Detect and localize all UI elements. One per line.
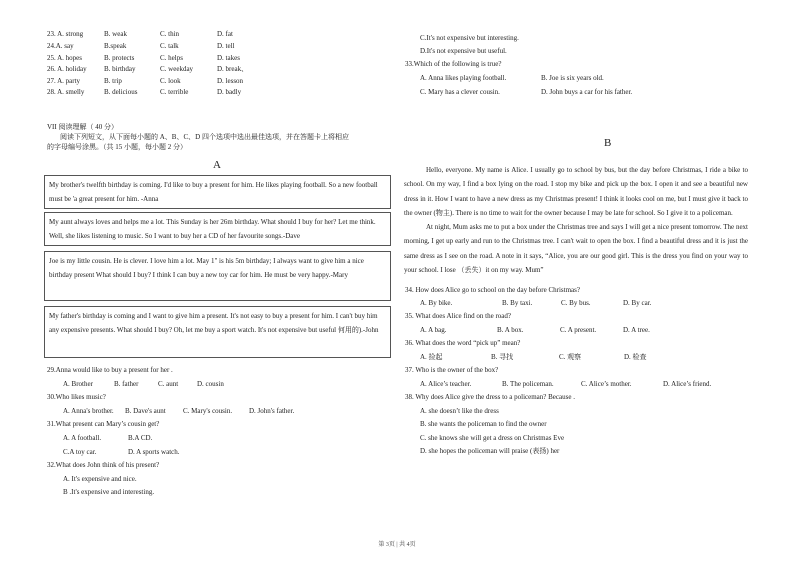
option-a: 27. A. party xyxy=(47,77,81,85)
q35-option-d[interactable]: D. A tree. xyxy=(623,326,650,334)
option-row-28 xyxy=(47,86,387,98)
q36-option-d[interactable]: D. 检查 xyxy=(624,353,647,361)
instructions-line-2: 的字母编号涂黑。（共 15 小题，每小题 2 分） xyxy=(47,143,187,151)
option-d: D. tell xyxy=(217,42,235,50)
option-c: C. weekday xyxy=(160,65,194,73)
q32-option-c[interactable]: C.It's not expensive but interesting. xyxy=(420,34,519,42)
passage-a-box-1 xyxy=(44,175,391,209)
q33-option-a[interactable]: A. Anna likes playing football. xyxy=(420,74,507,82)
question-35: 35. What does Alice find on the road? xyxy=(405,312,512,320)
q33-option-b[interactable]: B. Joe is six years old. xyxy=(541,74,604,82)
q38-option-d[interactable]: D. she hopes the policeman will praise (表扬) her xyxy=(420,447,560,455)
option-b: B.speak xyxy=(104,42,127,50)
q29-option-a[interactable]: A. Brother xyxy=(63,380,93,388)
q34-option-d[interactable]: D. By car. xyxy=(623,299,652,307)
option-a: 26. A. holiday xyxy=(47,65,87,73)
q30-option-c[interactable]: C. Mary's cousin. xyxy=(183,407,233,415)
box-text: My brother's twelfth birthday is coming. I'd like to buy a present for him. He likes playing football. So a new football must be 'a great present for him. -Anna xyxy=(49,181,378,203)
option-a: 24.A. say xyxy=(47,42,74,50)
question-37: 37. Who is the owner of the box? xyxy=(405,366,499,374)
option-a: 25. A. hopes xyxy=(47,54,82,62)
q35-option-b[interactable]: B. A box. xyxy=(497,326,524,334)
q32-option-b[interactable]: B .It's expensive and interesting. xyxy=(63,488,155,496)
passage-a-box-3 xyxy=(44,251,391,301)
box-text: My aunt always loves and helps me a lot. This Sunday is her 26m birthday. What should I buy for her? Let me think. Well, she likes listening to music. So I want to buy her a CD of her favourite songs.-Dave xyxy=(49,218,376,240)
passage-b-title: B xyxy=(604,137,612,149)
q30-option-b[interactable]: B. Dave's aunt xyxy=(125,407,166,415)
q38-option-b[interactable]: B. she wants the policeman to find the owner xyxy=(420,420,547,428)
q33-option-d[interactable]: D. John buys a car for his father. xyxy=(541,88,633,96)
option-row-24 xyxy=(47,40,387,52)
instructions-line-1: 阅读下列短文，从下面每小题的 A、B、C、D 四个选项中选出最佳选项，并在答题卡上将相应 xyxy=(60,133,349,141)
page-footer: 第 3页 | 共 4页 xyxy=(378,542,416,548)
question-29: 29.Anna would like to buy a present for her . xyxy=(47,366,173,374)
q33-option-c[interactable]: C. Mary has a clever cousin. xyxy=(420,88,500,96)
question-36: 36. What does the word “pick up” mean? xyxy=(405,339,521,347)
question-38: 38. Why does Alice give the dress to a policeman? Because . xyxy=(405,393,575,401)
q31-option-c[interactable]: C.A toy car. xyxy=(63,448,97,456)
q29-option-b[interactable]: B. father xyxy=(114,380,139,388)
q34-option-a[interactable]: A. By bike. xyxy=(420,299,453,307)
passage-b-text xyxy=(404,163,748,277)
option-d: D. break、 xyxy=(217,65,249,73)
option-b: B. weak xyxy=(104,30,127,38)
q32-option-a[interactable]: A. It's expensive and nice. xyxy=(63,475,137,483)
q37-option-c[interactable]: C. Alice’s mother. xyxy=(581,380,632,388)
option-a: 28. A. smelly xyxy=(47,88,85,96)
question-32: 32.What does John think of his present? xyxy=(47,461,160,469)
option-b: B. trip xyxy=(104,77,122,85)
option-c: C. terrible xyxy=(160,88,189,96)
passage-a-box-4 xyxy=(44,306,391,358)
option-d: D. fat xyxy=(217,30,233,38)
q36-option-b[interactable]: B. 寻找 xyxy=(491,353,514,361)
q29-option-c[interactable]: C. aunt xyxy=(158,380,179,388)
option-b: B. delicious xyxy=(104,88,138,96)
q37-option-d[interactable]: D. Alice’s friend. xyxy=(663,380,712,388)
option-c: C. helps xyxy=(160,54,183,62)
q31-option-b[interactable]: B.A CD. xyxy=(128,434,153,442)
question-34: 34. How does Alice go to school on the day before Christmas? xyxy=(405,286,580,294)
option-b: B. birthday xyxy=(104,65,136,73)
q37-option-b[interactable]: B. The policeman. xyxy=(502,380,554,388)
q32-option-d[interactable]: D.It's not expensive but useful. xyxy=(420,47,507,55)
section-heading: VII 阅读理解（ 40 分） xyxy=(47,123,118,131)
option-c: C. thin xyxy=(160,30,180,38)
q31-option-a[interactable]: A. A football. xyxy=(63,434,102,442)
option-row-26 xyxy=(47,63,387,75)
q31-option-d[interactable]: D. A sports watch. xyxy=(128,448,180,456)
q36-option-a[interactable]: A. 捡起 xyxy=(420,353,443,361)
q30-option-a[interactable]: A. Anna's brother. xyxy=(63,407,114,415)
q36-option-c[interactable]: C. 观察 xyxy=(559,353,582,361)
option-c: C. talk xyxy=(160,42,179,50)
q38-option-c[interactable]: C. she knows she will get a dress on Christmas Eve xyxy=(420,434,565,442)
q38-option-a[interactable]: A. she doesn’t like the dress xyxy=(420,407,499,415)
q34-option-c[interactable]: C. By bus. xyxy=(561,299,591,307)
option-b: B. protects xyxy=(104,54,135,62)
question-30: 30.Who likes music? xyxy=(47,393,106,401)
passage-a-title: A xyxy=(213,159,221,171)
q35-option-a[interactable]: A. A bag. xyxy=(420,326,447,334)
passage-a-box-2 xyxy=(44,212,391,246)
option-d: D. badly xyxy=(217,88,242,96)
question-33: 33.Which of the following is true? xyxy=(405,60,502,68)
q29-option-d[interactable]: D. cousin xyxy=(197,380,224,388)
option-a: 23. A. strong xyxy=(47,30,84,38)
passage-b-paragraph-1: Hello, everyone. My name is Alice. I usually go to school by bus, but the day before Christmas, I ride a bike to school. On my way, I find a box lying on the road. I stop my bike and pick up the box. I open it and see a beautiful new dress in it. How I want to have a new dress as my Christmas present! I think it looks cool on me, but I must give it back to the owner (物主). There is no time to wait for the owner because I may be late for school. So I give it to a policeman. xyxy=(404,166,748,217)
q34-option-b[interactable]: B. By taxi. xyxy=(502,299,533,307)
q30-option-d[interactable]: D. John's father. xyxy=(249,407,295,415)
passage-b-paragraph-2: At night, Mum asks me to put a box under the Christmas tree and says I will get a nice present tomorrow. The next morning, I get up early and run to the Christmas tree. I can't wait to open the box. I find a beautiful dress and it is just the same dress as I see on the road. A note in it says, “Alice, you are our good girl. This is the dress you find on your way to your school. I lose （丢失）it on my way. Mum” xyxy=(404,223,748,275)
option-d: D. lesson xyxy=(217,77,244,85)
option-d: D. takes xyxy=(217,54,240,62)
question-31: 31.What present can Mary’s cousin get? xyxy=(47,420,160,428)
q35-option-c[interactable]: C. A present. xyxy=(560,326,597,334)
option-c: C. look xyxy=(160,77,181,85)
box-text: Joe is my little cousin. He is clever. I love him a lot. May 1" is his 5m birthday; I always want to give him a nice birthday present What should I buy? I think I can buy a new toy car for him. He must be very happy.-Mary xyxy=(49,257,364,279)
q37-option-a[interactable]: A. Alice’s teacher. xyxy=(420,380,472,388)
box-text: My father's birthday is coming and I want to give him a present. It's not easy to buy a present for him. I can't buy him any expensive presents. What should I buy? Oh, let me buy a sport watch. It's not expensive but useful 何用的).-John xyxy=(49,312,379,334)
option-row-23 xyxy=(47,28,387,40)
